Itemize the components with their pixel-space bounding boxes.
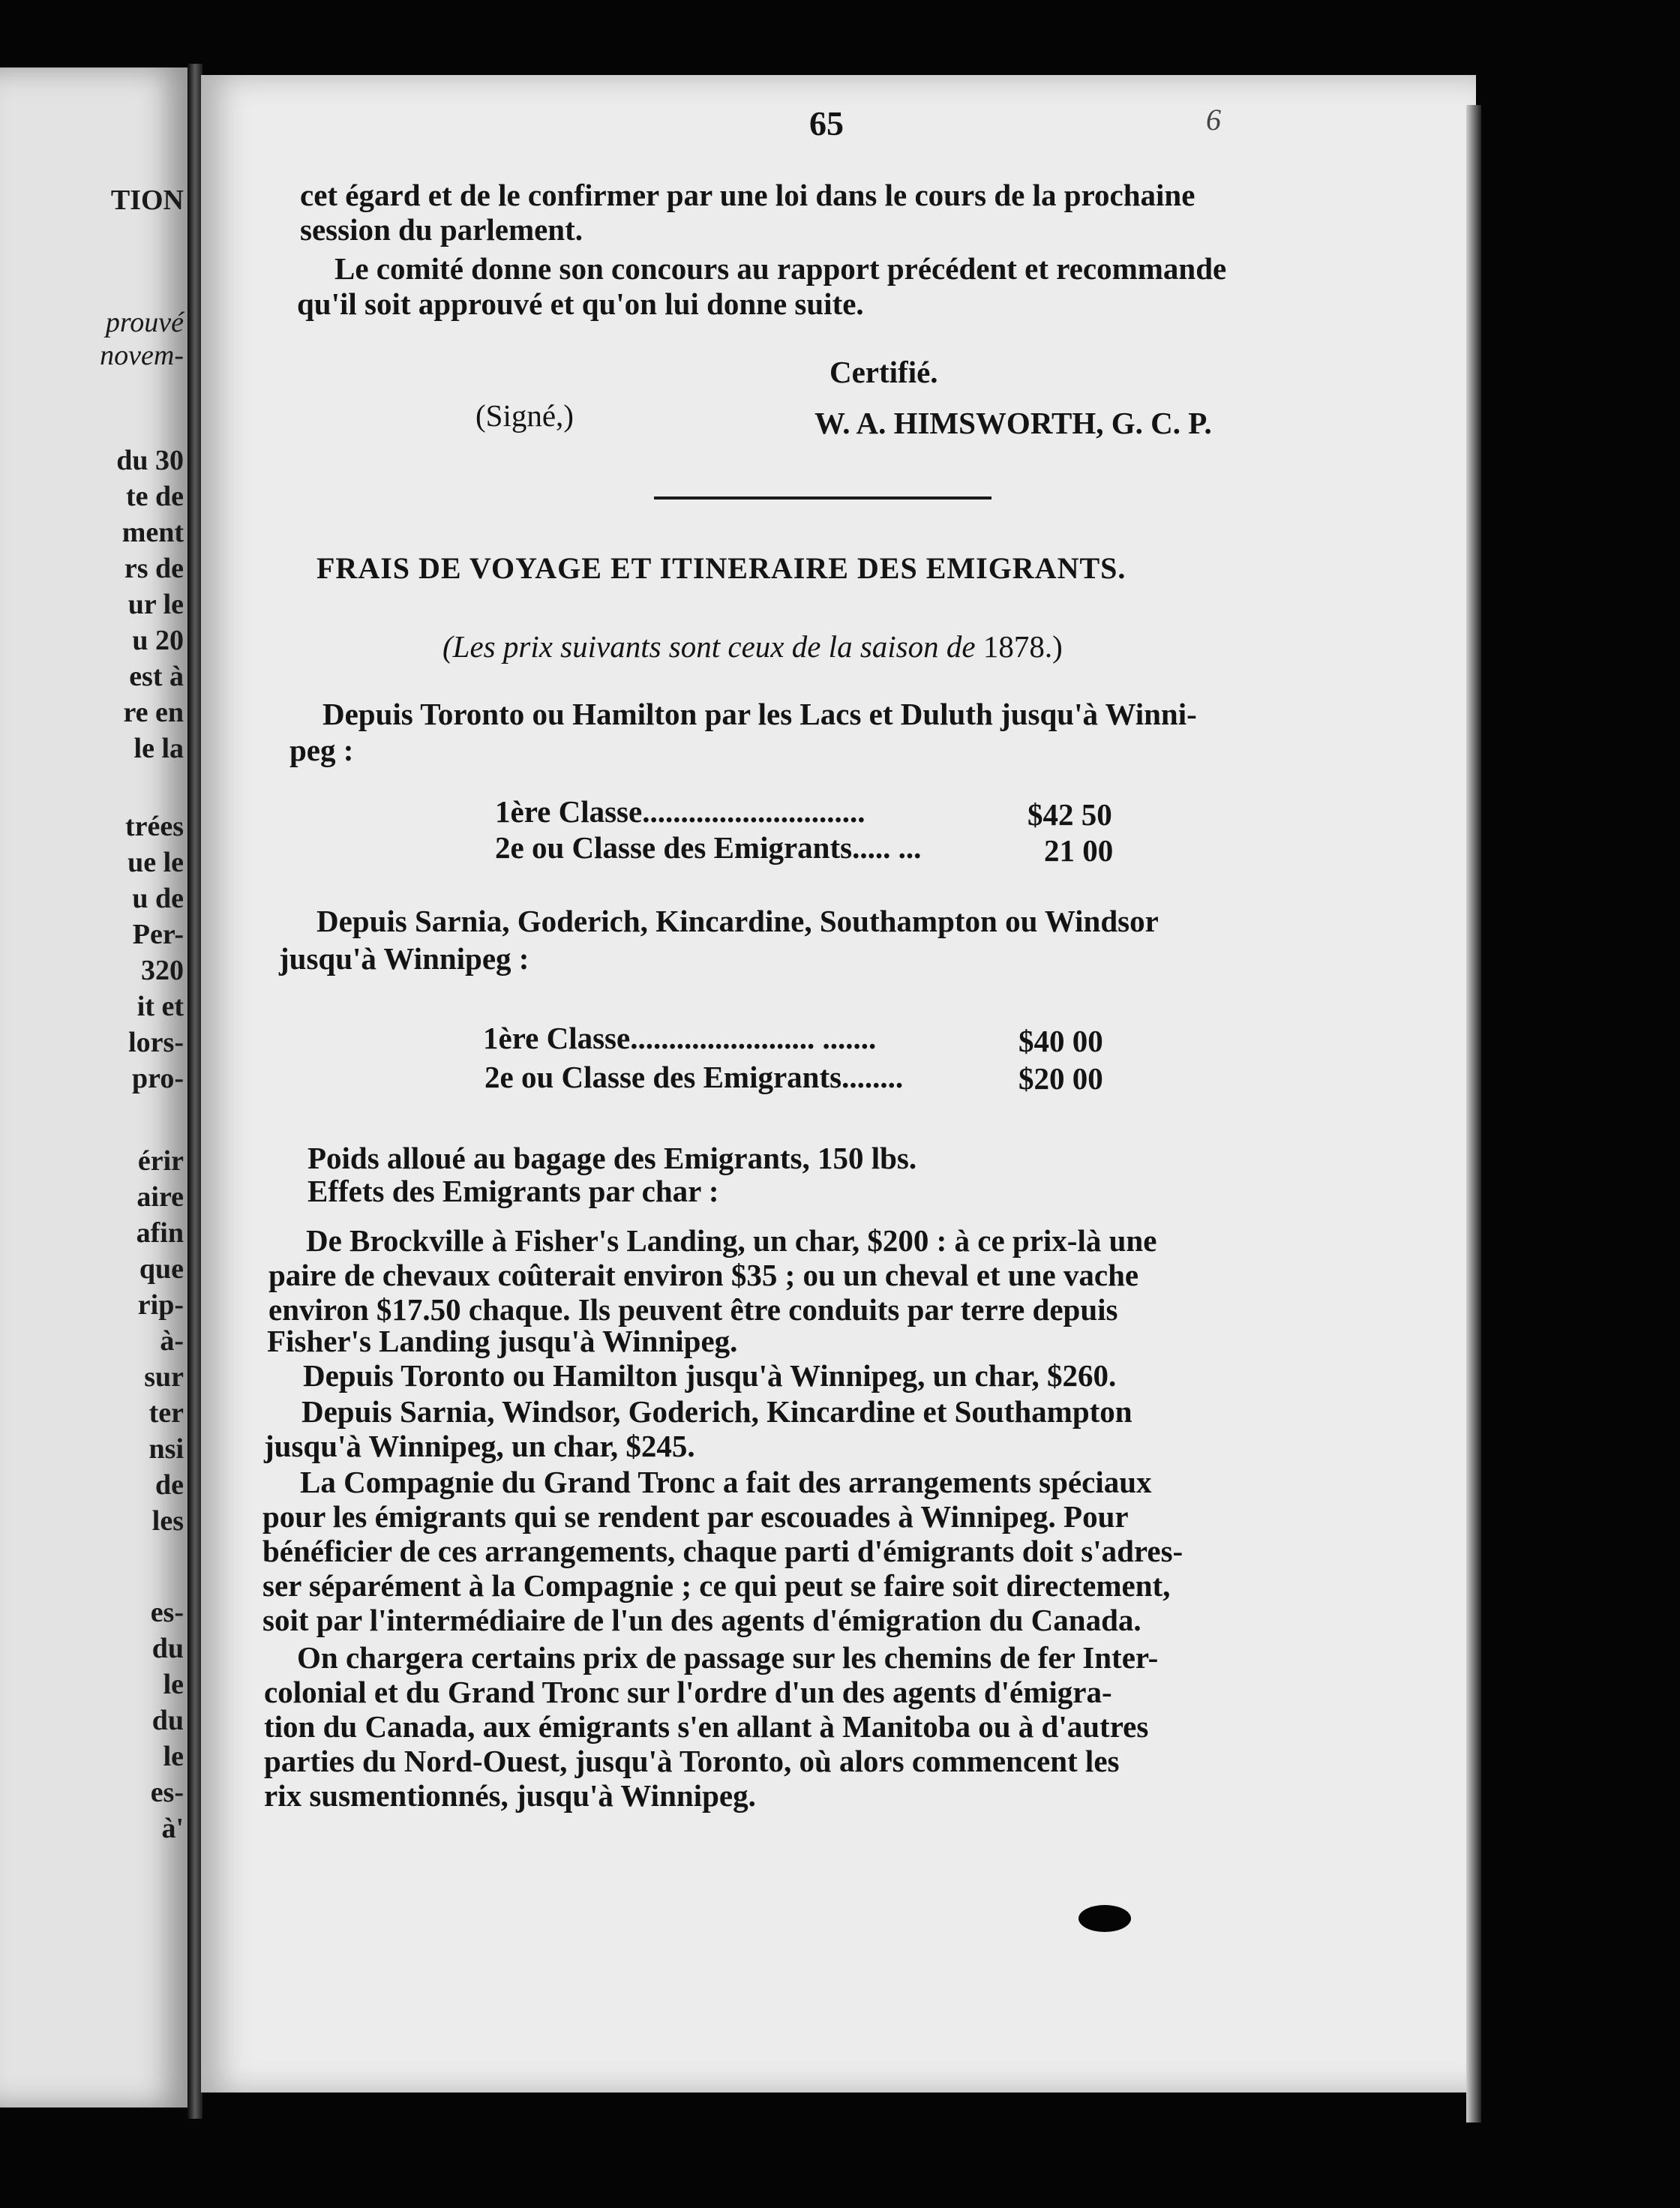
left-fragment: TION [110,184,184,216]
left-facing-page [0,68,191,2108]
left-fragment: le [163,1741,184,1772]
fare-price: $40 00 [1018,1024,1103,1058]
book-gutter [188,64,202,2119]
left-fragment: novem- [100,340,184,371]
section-heading: FRAIS DE VOYAGE ET ITINERAIRE DES EMIGRANTS. [316,551,1126,585]
paragraph-line: Fisher's Landing jusqu'à Winnipeg. [267,1324,738,1358]
left-fragment: à- [160,1325,184,1357]
left-fragment: aire [136,1181,184,1213]
subheading-italic: (Les prix suivants sont ceux de la saison de [442,629,976,664]
paragraph-line: bénéficier de ces arrangements, chaque parti d'émigrants doit s'adres- [262,1534,1184,1568]
paragraph-line: soit par l'intermédiaire de l'un des agents d'émigration du Canada. [262,1603,1142,1637]
subheading [442,629,1063,664]
paragraph-line: jusqu'à Winnipeg, un char, $245. [264,1429,695,1463]
fare-label: 2e ou Classe des Emigrants........ [484,1060,904,1094]
left-fragment: it et [136,991,184,1022]
paragraph-line: tion du Canada, aux émigrants s'en allant à Manitoba ou à d'autres [264,1709,1149,1744]
fare-label: 1ère Classe........................ ....... [483,1021,877,1055]
main-page [201,75,1476,2092]
paragraph-line: Depuis Toronto ou Hamilton jusqu'à Winnipeg, un char, $260. [303,1358,1117,1393]
left-fragment: te de [125,481,184,512]
left-fragment: les [152,1505,184,1537]
fare-price: $42 50 [1028,797,1112,832]
left-fragment: pro- [132,1063,184,1094]
fare-label: 2e ou Classe des Emigrants..... ... [495,830,922,865]
left-fragment: que [139,1253,184,1285]
left-fragment: nsi [148,1433,184,1465]
left-fragment: érir [137,1145,184,1177]
left-fragment: u de [132,883,184,914]
left-fragment: 320 [141,955,184,986]
signed-text: (Signé,) [476,398,574,433]
paragraph-line: ser séparément à la Compagnie ; ce qui peut se faire soit directement, [262,1568,1171,1603]
left-fragment: Per- [132,919,184,950]
paragraph-line: colonial et du Grand Tronc sur l'ordre d'un des agents d'émigra- [264,1675,1112,1709]
baggage-line: Poids alloué au bagage des Emigrants, 150 lbs. [308,1141,917,1175]
left-fragment: afin [136,1217,184,1249]
left-fragment: rs de [124,553,184,584]
pencil-mark: 6 [1206,103,1221,136]
opening-line: cet égard et de le confirmer par une loi dans le cours de la prochaine [300,178,1196,212]
opening-line: Le comité donne son concours au rapport précédent et recommande [334,251,1227,286]
left-fragment: du 30 [116,445,184,476]
subheading-year: 1878.) [982,629,1063,664]
route-line: jusqu'à Winnipeg : [279,941,530,976]
left-fragment: ur le [128,589,184,620]
paragraph-line: rix susmentionnés, jusqu'à Winnipeg. [264,1778,756,1813]
left-fragment: es- [150,1777,184,1808]
left-fragment: est à [129,661,184,692]
left-fragment: u 20 [132,625,184,656]
left-fragment: du [152,1705,184,1736]
left-fragment: ment [122,517,184,548]
baggage-line: Effets des Emigrants par char : [308,1174,719,1208]
signatory-name: W. A. HIMSWORTH, G. C. P. [814,406,1212,440]
left-fragment: ue le [128,847,184,878]
paragraph-line: pour les émigrants qui se rendent par escouades à Winnipeg. Pour [262,1499,1129,1534]
paragraph-line: La Compagnie du Grand Tronc a fait des arrangements spéciaux [300,1465,1152,1499]
left-fragment: le la [134,733,184,764]
left-fragment: le [163,1669,184,1700]
paragraph-line: De Brockville à Fisher's Landing, un char, $200 : à ce prix-là une [306,1223,1157,1258]
fare-label: 1ère Classe............................. [495,794,866,829]
paragraph-line: parties du Nord-Ouest, jusqu'à Toronto, où alors commencent les [264,1744,1120,1778]
paragraph-line: On chargera certains prix de passage sur les chemins de fer Inter- [297,1640,1159,1675]
certified-text: Certifié. [830,355,938,389]
opening-line: qu'il soit approuvé et qu'on lui donne suite. [297,286,864,321]
left-fragment: lors- [128,1027,184,1058]
left-fragment: ter [148,1397,184,1429]
left-fragment: es- [150,1597,184,1628]
left-fragment: re en [123,697,184,728]
paragraph-line: paire de chevaux coûterait environ $35 ; ou un cheval et une vache [268,1258,1139,1292]
route-line: peg : [290,733,354,767]
left-fragment: de [155,1469,184,1501]
route-line: Depuis Sarnia, Goderich, Kincardine, Southampton ou Windsor [316,904,1159,938]
left-fragment: à' [161,1813,184,1844]
paragraph-line: environ $17.50 chaque. Ils peuvent être conduits par terre depuis [268,1292,1118,1327]
paragraph-line: Depuis Sarnia, Windsor, Goderich, Kincardine et Southampton [302,1394,1132,1429]
left-fragment: rip- [137,1289,184,1321]
page-number: 65 [809,104,844,142]
fare-price: $20 00 [1018,1061,1103,1096]
opening-line: session du parlement. [300,212,584,247]
ink-blot [1078,1905,1131,1932]
page-edge [1466,105,1481,2122]
fare-price: 21 00 [1044,833,1114,868]
route-line: Depuis Toronto ou Hamilton par les Lacs et Duluth jusqu'à Winni- [322,697,1197,731]
left-fragment: sur [144,1361,184,1393]
section-divider [654,496,992,500]
left-fragment: du [152,1633,184,1664]
left-fragment: trées [124,811,184,842]
left-fragment: prouvé [105,307,184,338]
